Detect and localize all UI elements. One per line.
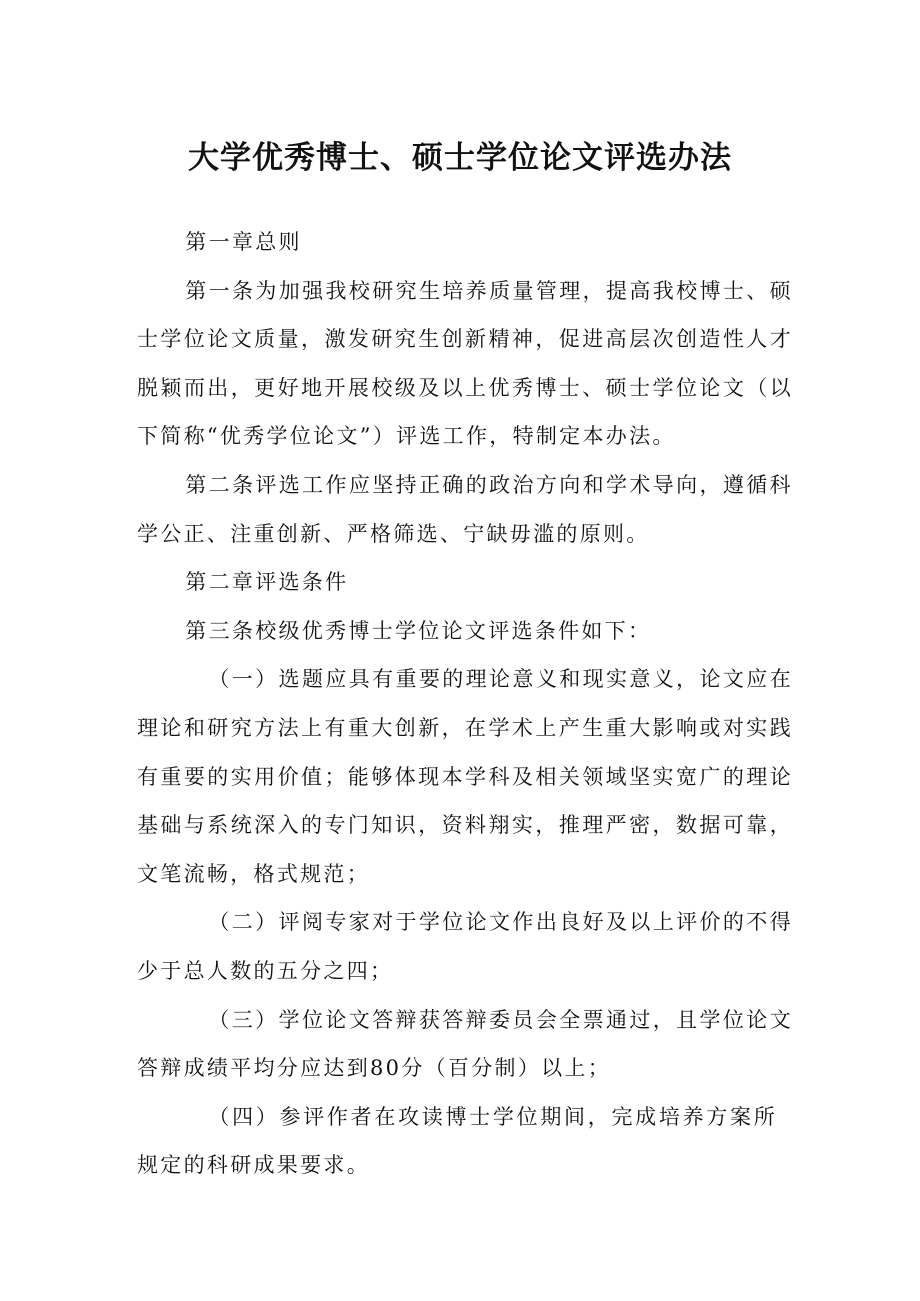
document-title: 大学优秀博士、硕士学位论文评选办法 (188, 140, 732, 176)
article-3: 第三条校级优秀博士学位论文评选条件如下： (185, 618, 652, 643)
document-body (137, 218, 793, 1190)
chapter-heading-criteria: 第二章评选条件 (185, 570, 349, 595)
criterion-3: （三）学位论文答辩获答辩委员会全票通过，且学位论文答辩成绩平均分应达到80分（百分制）以上； (137, 1007, 793, 1081)
chapter-heading-general: 第一章总则 (185, 230, 302, 254)
article-1: 第一条为加强我校研究生培养质量管理，提高我校博士、硕士学位论文质量，激发研究生创新精神，促进高层次创造性人才脱颖而出，更好地开展校级及以上优秀博士、硕士学位论文（以下简称“优秀学位论文”）评选工作，特制定本办法。 (137, 278, 793, 449)
criterion-1: （一）选题应具有重要的理论意义和现实意义，论文应在理论和研究方法上有重大创新，在学术上产生重大影响或对实践有重要的实用价值；能够体现本学科及相关领域坚实宽广的理论基础与系统深入的专门知识，资料翔实，推理严密，数据可靠，文笔流畅，格式规范； (137, 667, 793, 886)
criterion-4: （四）参评作者在攻读博士学位期间，完成培养方案所规定的科研成果要求。 (137, 1104, 777, 1178)
criterion-2: （二）评阅专家对于学位论文作出良好及以上评价的不得少于总人数的五分之四； (137, 910, 793, 983)
article-2: 第二条评选工作应坚持正确的政治方向和学术导向，遵循科学公正、注重创新、严格筛选、宁缺毋滥的原则。 (137, 472, 793, 546)
